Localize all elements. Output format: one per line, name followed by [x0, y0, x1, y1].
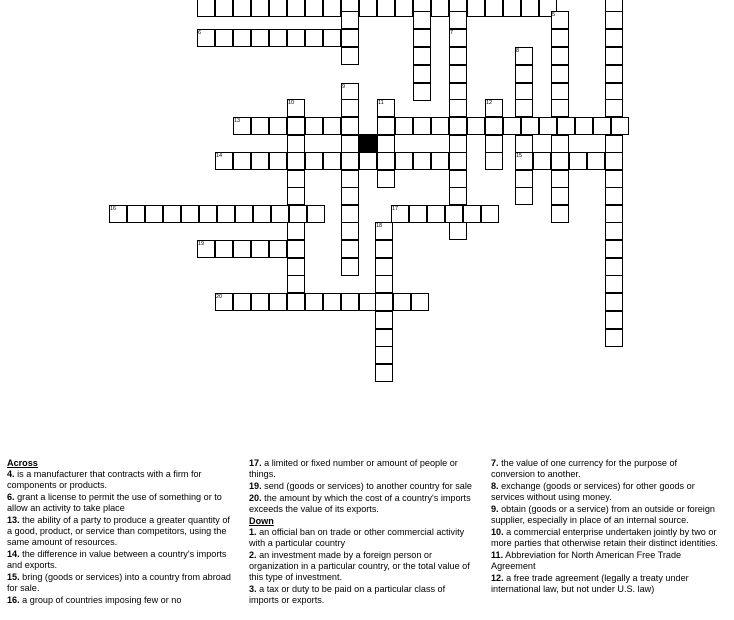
grid-cell[interactable]: [413, 47, 431, 65]
grid-cell[interactable]: [395, 152, 413, 170]
grid-cell[interactable]: [341, 99, 359, 117]
grid-cell[interactable]: [375, 240, 393, 258]
grid-cell[interactable]: [551, 47, 569, 65]
down-clues: [249, 527, 477, 606]
grid-cell[interactable]: [341, 117, 359, 135]
grid-cell[interactable]: [431, 0, 449, 17]
clue-item-text: is a manufacturer that contracts with a firm for components or products.: [7, 469, 202, 490]
grid-cell[interactable]: [605, 293, 623, 311]
grid-cell[interactable]: [145, 205, 163, 223]
grid-cell[interactable]: [359, 152, 377, 170]
clue-item-number: 14.: [7, 549, 20, 559]
grid-cell[interactable]: [341, 258, 359, 276]
grid-cell[interactable]: [551, 135, 569, 153]
clue-item: [7, 572, 235, 594]
grid-cell[interactable]: [269, 117, 287, 135]
grid-cell[interactable]: [467, 117, 485, 135]
grid-cell[interactable]: [341, 152, 359, 170]
grid-cell[interactable]: [485, 0, 503, 17]
grid-cell[interactable]: [233, 0, 251, 17]
grid-cell[interactable]: [251, 29, 269, 47]
grid-cell[interactable]: [305, 117, 323, 135]
clue-item-text: the ability of a party to produce a greater quantity of a good, product, or service than competitors, using the same amount of resources.: [7, 515, 230, 547]
grid-cell[interactable]: [481, 205, 499, 223]
grid-cell[interactable]: [605, 135, 623, 153]
clue-number: 9: [342, 84, 346, 90]
grid-cell[interactable]: [605, 65, 623, 83]
grid-cell[interactable]: [521, 117, 539, 135]
grid-cell[interactable]: [575, 117, 593, 135]
clue-item-text: the difference in value between a country's imports and exports.: [7, 549, 227, 570]
grid-cell[interactable]: [431, 152, 449, 170]
clue-item-text: the value of one currency for the purpose of conversion to another.: [491, 458, 678, 479]
grid-cell[interactable]: [569, 152, 587, 170]
clue-item-text: send (goods or services) to another country for sale: [261, 481, 472, 491]
clue-item: [491, 504, 719, 526]
grid-cell[interactable]: [449, 135, 467, 153]
clue-item-text: an investment made by a foreign person or organization in a particular country, or the total value of this type of investment.: [249, 550, 470, 582]
clue-number: 14: [216, 153, 223, 159]
grid-cell[interactable]: [377, 152, 395, 170]
grid-cell[interactable]: [269, 293, 287, 311]
clue-item: [7, 492, 235, 514]
grid-cell[interactable]: [127, 205, 145, 223]
clue-item: [249, 481, 477, 492]
clue-list: [0, 458, 734, 620]
grid-cell[interactable]: [375, 346, 393, 364]
grid-cell[interactable]: [449, 11, 467, 29]
grid-cell[interactable]: [375, 311, 393, 329]
grid-cell[interactable]: [253, 205, 271, 223]
grid-cell[interactable]: [269, 29, 287, 47]
grid-cell[interactable]: [551, 29, 569, 47]
clue-item-number: 13.: [7, 515, 20, 525]
grid-cell[interactable]: [341, 187, 359, 205]
down-heading: Down: [249, 516, 274, 526]
clue-item-number: 11.: [491, 550, 504, 560]
grid-cell[interactable]: [269, 0, 287, 17]
clue-item-number: 4.: [7, 469, 15, 479]
grid-cell[interactable]: [515, 65, 533, 83]
grid-cell[interactable]: [605, 311, 623, 329]
clue-item: [491, 527, 719, 549]
grid-cell[interactable]: [251, 240, 269, 258]
clue-item-number: 17.: [249, 458, 262, 468]
grid-cell[interactable]: [305, 293, 323, 311]
across-heading: Across: [7, 458, 38, 468]
clue-item-number: 12.: [491, 573, 504, 583]
grid-cell[interactable]: [375, 293, 393, 311]
grid-cell[interactable]: [515, 99, 533, 117]
clue-item: [491, 573, 719, 595]
grid-cell[interactable]: [287, 0, 305, 17]
grid-cell[interactable]: [413, 117, 431, 135]
grid-cell[interactable]: [533, 152, 551, 170]
grid-cell[interactable]: [557, 117, 575, 135]
grid-cell[interactable]: [485, 135, 503, 153]
grid-cell[interactable]: [551, 152, 569, 170]
grid-cell[interactable]: [605, 29, 623, 47]
clue-item: [249, 550, 477, 583]
grid-cell[interactable]: [413, 83, 431, 101]
grid-cell[interactable]: [413, 152, 431, 170]
grid-cell[interactable]: [411, 293, 429, 311]
clue-item-text: the amount by which the cost of a country's imports exceeds the value of its exports.: [249, 493, 471, 514]
grid-cell[interactable]: [605, 187, 623, 205]
grid-cell[interactable]: [503, 0, 521, 17]
grid-cell[interactable]: [449, 117, 467, 135]
grid-cell[interactable]: [409, 205, 427, 223]
grid-cell[interactable]: [233, 293, 251, 311]
grid-cell[interactable]: [287, 258, 305, 276]
grid-cell[interactable]: [551, 65, 569, 83]
grid-cell[interactable]: [323, 0, 341, 17]
grid-cell[interactable]: [323, 293, 341, 311]
clue-number: 13: [234, 118, 241, 124]
grid-cell[interactable]: [215, 0, 233, 17]
grid-cell[interactable]: [377, 117, 395, 135]
grid-cell[interactable]: [587, 152, 605, 170]
grid-cell[interactable]: [449, 99, 467, 117]
clue-item-number: 3.: [249, 584, 257, 594]
grid-cell[interactable]: [551, 187, 569, 205]
grid-cell[interactable]: [215, 240, 233, 258]
grid-cell[interactable]: [287, 275, 305, 293]
clue-number: 12: [486, 100, 493, 106]
across-clues: [7, 469, 235, 606]
grid-cell[interactable]: [341, 293, 359, 311]
grid-cell[interactable]: [341, 47, 359, 65]
grid-cell[interactable]: [375, 329, 393, 347]
black-cell: [359, 134, 377, 152]
grid-cell[interactable]: [605, 205, 623, 223]
grid-cell[interactable]: [323, 152, 341, 170]
grid-cell[interactable]: [341, 11, 359, 29]
grid-cell[interactable]: [605, 99, 623, 117]
clue-number: 11: [378, 100, 384, 106]
clue-item: [7, 515, 235, 548]
grid-cell[interactable]: [251, 0, 269, 17]
grid-cell[interactable]: [181, 205, 199, 223]
clue-column-1: [7, 458, 235, 607]
grid-cell[interactable]: [515, 170, 533, 188]
clue-item-number: 8.: [491, 481, 499, 491]
grid-cell[interactable]: [233, 29, 251, 47]
clue-item-number: 16.: [7, 595, 20, 605]
clue-number: 16: [110, 206, 117, 212]
clue-item: [7, 549, 235, 571]
grid-cell[interactable]: [215, 29, 233, 47]
grid-cell[interactable]: [449, 222, 467, 240]
grid-cell[interactable]: [449, 65, 467, 83]
grid-cell[interactable]: [395, 117, 413, 135]
grid-cell[interactable]: [289, 205, 307, 223]
clue-number: 10: [288, 100, 295, 106]
grid-cell[interactable]: [199, 205, 217, 223]
clue-item-number: 9.: [491, 504, 499, 514]
clue-number: 6: [198, 30, 202, 36]
clue-item-number: 7.: [491, 458, 499, 468]
clue-item-number: 15.: [7, 572, 20, 582]
grid-cell[interactable]: [217, 205, 235, 223]
grid-cell[interactable]: [287, 135, 305, 153]
grid-cell[interactable]: [341, 29, 359, 47]
clue-item-text: bring (goods or services) into a country from abroad for sale.: [7, 572, 231, 593]
grid-cell[interactable]: [341, 135, 359, 153]
across-clues-continued: [249, 458, 477, 515]
grid-cell[interactable]: [393, 293, 411, 311]
clue-column-3: [491, 458, 719, 596]
clue-item-text: obtain (goods or a service) from an outside or foreign supplier, especially in place of an internal source.: [491, 504, 715, 525]
grid-cell[interactable]: [251, 293, 269, 311]
clue-item-number: 19.: [249, 481, 262, 491]
grid-cell[interactable]: [341, 222, 359, 240]
clue-item: [7, 469, 235, 491]
grid-cell[interactable]: [449, 170, 467, 188]
grid-cell[interactable]: [233, 152, 251, 170]
grid-cell[interactable]: [605, 258, 623, 276]
grid-cell[interactable]: [521, 0, 539, 17]
grid-cell[interactable]: [431, 117, 449, 135]
clue-number: 18: [376, 223, 383, 229]
clue-number: 15: [516, 153, 523, 159]
grid-cell[interactable]: [251, 152, 269, 170]
grid-cell[interactable]: [413, 11, 431, 29]
grid-cell[interactable]: [605, 11, 623, 29]
grid-cell[interactable]: [287, 170, 305, 188]
grid-cell[interactable]: [611, 117, 629, 135]
grid-cell[interactable]: [551, 205, 569, 223]
clue-item: [7, 595, 235, 606]
grid-cell[interactable]: [251, 117, 269, 135]
grid-cell[interactable]: [307, 205, 325, 223]
grid-cell[interactable]: [287, 293, 305, 311]
grid-cell[interactable]: [287, 29, 305, 47]
grid-cell[interactable]: [427, 205, 445, 223]
grid-cell[interactable]: [305, 152, 323, 170]
grid-cell[interactable]: [287, 222, 305, 240]
grid-cell[interactable]: [605, 47, 623, 65]
clue-item-number: 10.: [491, 527, 504, 537]
grid-cell[interactable]: [287, 117, 305, 135]
clue-item: [491, 550, 719, 572]
clue-number: 20: [216, 294, 223, 300]
clue-item-number: 1.: [249, 527, 257, 537]
grid-cell[interactable]: [375, 258, 393, 276]
clue-item-text: a tax or duty to be paid on a particular class of imports or exports.: [249, 584, 446, 605]
grid-cell[interactable]: [287, 152, 305, 170]
grid-cell[interactable]: [605, 329, 623, 347]
grid-cell[interactable]: [375, 275, 393, 293]
down-clues-continued: [491, 458, 719, 595]
clue-item-number: 2.: [249, 550, 257, 560]
grid-cell[interactable]: [233, 240, 251, 258]
clue-item: [491, 481, 719, 503]
grid-cell[interactable]: [467, 0, 485, 17]
grid-cell[interactable]: [551, 170, 569, 188]
grid-cell[interactable]: [551, 99, 569, 117]
clue-item-text: grant a license to permit the use of something or to allow an activity to take place: [7, 492, 222, 513]
grid-cell[interactable]: [377, 170, 395, 188]
grid-cell[interactable]: [305, 29, 323, 47]
grid-cell[interactable]: [485, 152, 503, 170]
clue-number: 17: [392, 206, 399, 212]
clue-item: [249, 527, 477, 549]
grid-cell[interactable]: [605, 240, 623, 258]
grid-cell[interactable]: [287, 187, 305, 205]
grid-cell[interactable]: [377, 135, 395, 153]
clue-number: 8: [516, 48, 520, 54]
clue-item: [249, 458, 477, 480]
clue-item-text: a commercial enterprise undertaken jointly by two or more parties that otherwise retain their distinct identities.: [491, 527, 718, 548]
clue-number: 19: [198, 241, 205, 247]
clue-item-number: 6.: [7, 492, 15, 502]
clue-item-text: a free trade agreement (legally a treaty under international law, but not under U.S. law): [491, 573, 689, 594]
grid-cell[interactable]: [449, 47, 467, 65]
grid-cell[interactable]: [163, 205, 181, 223]
grid-cell[interactable]: [413, 29, 431, 47]
grid-cell[interactable]: [605, 222, 623, 240]
grid-cell[interactable]: [593, 117, 611, 135]
grid-cell[interactable]: [413, 65, 431, 83]
grid-cell[interactable]: [515, 135, 533, 153]
grid-cell[interactable]: [463, 205, 481, 223]
clue-item-text: an official ban on trade or other commercial activity with a particular country: [249, 527, 465, 548]
grid-cell[interactable]: [341, 240, 359, 258]
grid-cell[interactable]: [375, 364, 393, 382]
grid-cell[interactable]: [605, 152, 623, 170]
clue-item-number: 20.: [249, 493, 262, 503]
grid-cell[interactable]: [503, 117, 521, 135]
grid-cell[interactable]: [445, 205, 463, 223]
grid-cell[interactable]: [197, 0, 215, 17]
clue-item: [249, 584, 477, 606]
clue-item: [491, 458, 719, 480]
grid-cell[interactable]: [449, 187, 467, 205]
grid-cell[interactable]: [269, 240, 287, 258]
grid-cell[interactable]: [395, 0, 413, 17]
grid-cell[interactable]: [539, 117, 557, 135]
clue-item-text: a limited or fixed number or amount of people or things.: [249, 458, 458, 479]
clue-number: 7: [450, 30, 454, 36]
grid-cell[interactable]: [377, 0, 395, 17]
grid-cell[interactable]: [269, 152, 287, 170]
clue-item-text: Abbreviation for North American Free Trade Agreement: [491, 550, 682, 571]
grid-cell[interactable]: [359, 0, 377, 17]
clue-item: [249, 493, 477, 515]
grid-cell[interactable]: [605, 170, 623, 188]
grid-cell[interactable]: [305, 0, 323, 17]
grid-cell[interactable]: [235, 205, 253, 223]
grid-cell[interactable]: [449, 152, 467, 170]
grid-cell[interactable]: [271, 205, 289, 223]
clue-number: 5: [552, 12, 556, 18]
clue-column-2: [249, 458, 477, 607]
grid-cell[interactable]: [341, 205, 359, 223]
grid-cell[interactable]: [341, 170, 359, 188]
grid-cell[interactable]: [515, 187, 533, 205]
grid-cell[interactable]: [605, 275, 623, 293]
grid-cell[interactable]: [287, 240, 305, 258]
grid-cell[interactable]: [323, 117, 341, 135]
grid-cell[interactable]: [485, 117, 503, 135]
clue-item-text: a group of countries imposing few or no: [19, 595, 182, 605]
clue-item-text: exchange (goods or services) for other goods or services without using money.: [491, 481, 695, 502]
grid-cell[interactable]: [323, 29, 341, 47]
